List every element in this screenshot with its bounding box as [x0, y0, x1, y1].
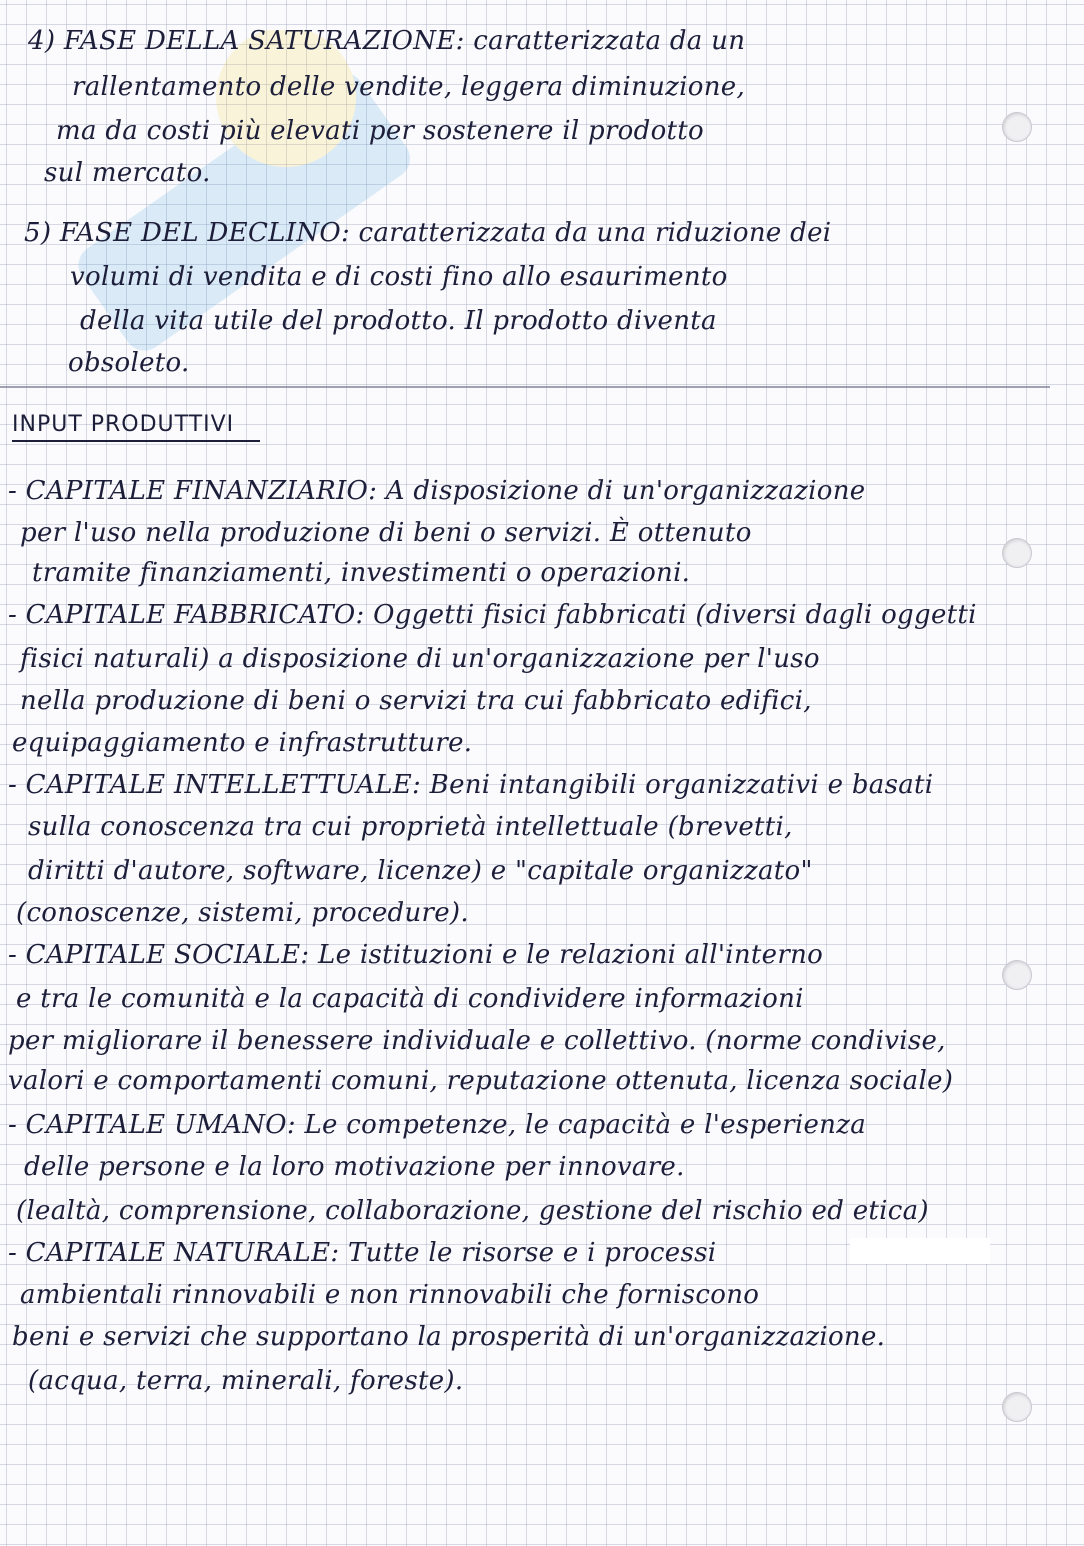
capitale-umano-line-2: delle persone e la loro motivazione per innovare. — [24, 1152, 685, 1182]
phase-5-line-2: volumi di vendita e di costi fino allo esaurimento — [70, 262, 728, 292]
capitale-naturale-line-4: (acqua, terra, minerali, foreste). — [28, 1366, 464, 1396]
capitale-intellettuale-line-3: diritti d'autore, software, licenze) e "capitale organizzato" — [28, 856, 813, 886]
capitale-finanziario-line-2: per l'uso nella produzione di beni o servizi. È ottenuto — [20, 518, 752, 548]
punch-hole — [1002, 960, 1032, 990]
capitale-finanziario-line-1: - CAPITALE FINANZIARIO: A disposizione di un'organizzazione — [8, 476, 866, 506]
capitale-fabbricato-line-1: - CAPITALE FABBRICATO: Oggetti fisici fabbricati (diversi dagli oggetti — [8, 600, 977, 630]
phase-5-line-1: 5) FASE DEL DECLINO: caratterizzata da una riduzione dei — [24, 218, 832, 248]
capitale-naturale-line-2: ambientali rinnovabili e non rinnovabili che forniscono — [20, 1280, 760, 1310]
capitale-sociale-line-3: per migliorare il benessere individuale e collettivo. (norme condivise, — [8, 1026, 946, 1056]
capitale-sociale-line-1: - CAPITALE SOCIALE: Le istituzioni e le relazioni all'interno — [8, 940, 824, 970]
phase-5-line-4: obsoleto. — [68, 348, 190, 378]
capitale-intellettuale-line-2: sulla conoscenza tra cui proprietà intellettuale (brevetti, — [28, 812, 793, 842]
capitale-finanziario-line-3: tramite finanziamenti, investimenti o operazioni. — [32, 558, 691, 588]
phase-4-line-3: ma da costi più elevati per sostenere il prodotto — [56, 116, 704, 146]
capitale-naturale-line-1: - CAPITALE NATURALE: Tutte le risorse e i processi — [8, 1238, 717, 1268]
punch-hole — [1002, 538, 1032, 568]
capitale-fabbricato-line-3: nella produzione di beni o servizi tra cui fabbricato edifici, — [20, 686, 812, 716]
phase-4-line-1: 4) FASE DELLA SATURAZIONE: caratterizzata da un — [28, 26, 746, 56]
capitale-umano-line-1: - CAPITALE UMANO: Le competenze, le capacità e l'esperienza — [8, 1110, 867, 1140]
capitale-sociale-line-4: valori e comportamenti comuni, reputazione ottenuta, licenza sociale) — [8, 1066, 954, 1096]
redacted-area — [850, 1238, 990, 1264]
capitale-intellettuale-line-4: (conoscenze, sistemi, procedure). — [16, 898, 469, 928]
phase-4-line-2: rallentamento delle vendite, leggera diminuzione, — [72, 72, 746, 102]
punch-hole — [1002, 1392, 1032, 1422]
capitale-umano-line-3: (lealtà, comprensione, collaborazione, gestione del rischio ed etica) — [16, 1196, 929, 1226]
capitale-fabbricato-line-2: fisici naturali) a disposizione di un'organizzazione per l'uso — [20, 644, 820, 674]
section-title: INPUT PRODUTTIVI — [12, 412, 235, 437]
capitale-intellettuale-line-1: - CAPITALE INTELLETTUALE: Beni intangibili organizzativi e basati — [8, 770, 934, 800]
section-divider — [0, 386, 1050, 388]
capitale-sociale-line-2: e tra le comunità e la capacità di condividere informazioni — [16, 984, 804, 1014]
punch-hole — [1002, 112, 1032, 142]
section-title-underline — [12, 440, 260, 442]
capitale-naturale-line-3: beni e servizi che supportano la prosperità di un'organizzazione. — [12, 1322, 886, 1352]
phase-5-line-3: della vita utile del prodotto. Il prodotto diventa — [80, 306, 717, 336]
capitale-fabbricato-line-4: equipaggiamento e infrastrutture. — [12, 728, 473, 758]
phase-4-line-4: sul mercato. — [44, 158, 211, 188]
